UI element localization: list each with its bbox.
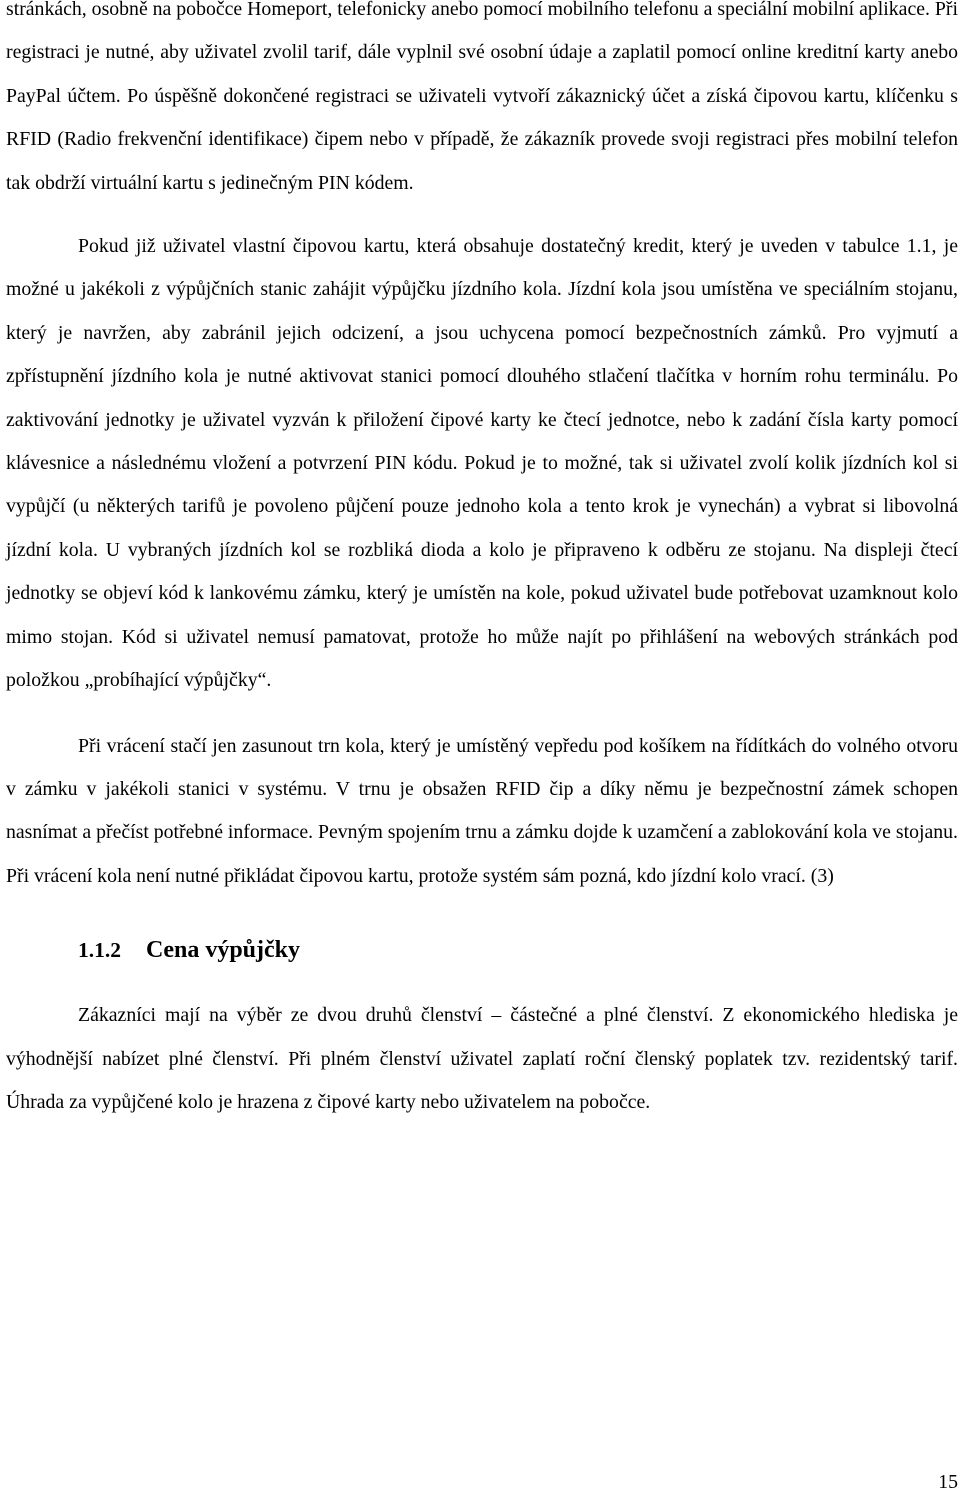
paragraph-rental-process: Pokud již uživatel vlastní čipovou kartu, která obsahuje dostatečný kredit, který je uveden v tabulce 1.1, je možné u jakékoli z výpůjčních stanic zahájit výpůjčku jízdního kola. Jízdní kola jsou umístěna ve speciálním stojanu, který je navržen, aby zabránil jejich odcizení, a jsou uchycena pomocí bezpečnostních zámků. Pro vyjmutí a zpřístupnění jízdního kola je nutné aktivovat stanici pomocí dlouhého stlačení tlačítka v horním rohu terminálu. Po zaktivování jednotky je uživatel vyzván k přiložení čipové karty ke čtecí jednotce, nebo k zadání čísla karty pomocí klávesnice a následnému vložení a potvrzení PIN kódu. Pokud je to možné, tak si uživatel zvolí kolik jízdních kol si vypůjčí (u některých tarifů je povoleno půjčení pouze jednoho kola a tento krok je vynechán) a vybrat si libovolná jízdní kola. U vybraných jízdních kol se rozbliká dioda a kolo je připraveno k odběru ze stojanu. Na displeji čtecí jednotky se objeví kód k lankovému zámku, který je umístěn na kole, pokud uživatel bude potřebovat uzamknout kolo mimo stojan. Kód si uživatel nemusí pamatovat, protože ho může najít po přihlášení na webových stránkách pod položkou „probíhající výpůjčky“.	[6, 235, 958, 692]
paragraph-registration: stránkách, osobně na pobočce Homeport, telefonicky anebo pomocí mobilního telefonu a speciální mobilní aplikace. Při registraci je nutné, aby uživatel zvolil tarif, dále vyplnil své osobní údaje a zaplatil pomocí online kreditní karty anebo PayPal účtem. Po úspěšně dokončené registraci se uživateli vytvoří zákaznický účet a získá čipovou kartu, klíčenku s RFID (Radio frekvenční identifikace) čipem nebo v případě, že zákazník provede svoji registraci přes mobilní telefon tak obdrží virtuální kartu s jedinečným PIN kódem.	[6, 0, 958, 194]
paragraph-bike-return: Při vrácení stačí jen zasunout trn kola, který je umístěný vepředu pod košíkem na řídítkách do volného otvoru v zámku v jakékoli stanici v systému. V trnu je obsažen RFID čip a díky němu je bezpečnostní zámek schopen nasnímat a přečíst potřebné informace. Pevným spojením trnu a zámku dojde k uzamčení a zablokování kola ve stojanu. Při vrácení kola není nutné přikládat čipovou kartu, protože systém sám pozná, kdo jízdní kolo vrací. (3)	[6, 734, 958, 887]
section-number: 1.1.2	[78, 938, 121, 963]
paragraph-membership: Zákazníci mají na výběr ze dvou druhů členství – částečné a plné členství. Z ekonomického hlediska je výhodnější nabízet plné členství. Při plném členství uživatel zaplatí roční členský poplatek tzv. rezidentský tarif. Úhrada za vypůjčené kolo je hrazena z čipové karty nebo uživatelem na pobočce.	[6, 1004, 958, 1113]
section-heading	[6, 918, 958, 982]
section-title: Cena výpůjčky	[146, 937, 301, 964]
document-page	[6, 0, 958, 1124]
page-number: 15	[938, 1471, 958, 1493]
